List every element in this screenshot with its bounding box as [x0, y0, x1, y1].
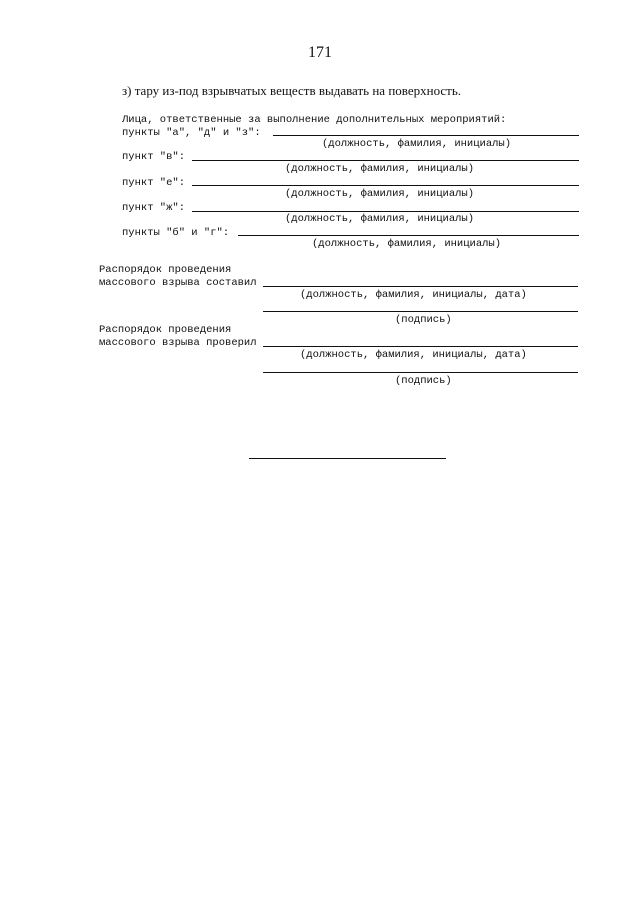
responsible-label-e: пункт "е": [122, 177, 186, 189]
compiled-hint: (должность, фамилия, инициалы, дата) [300, 289, 527, 301]
checked-hint: (должность, фамилия, инициалы, дата) [300, 349, 527, 361]
responsible-label-b-g: пункты "б" и "г": [122, 227, 230, 239]
compiled-line [263, 286, 578, 287]
item-z-text: з) тару из-под взрывчатых веществ выдавать на поверхность. [122, 83, 462, 98]
checked-label-line2: массового взрыва проверил [99, 337, 257, 349]
responsible-hint-a-d-z: (должность, фамилия, инициалы) [322, 138, 512, 150]
responsible-heading: Лица, ответственные за выполнение дополнительных мероприятий: [122, 114, 507, 126]
responsible-hint-e: (должность, фамилия, инициалы) [285, 188, 475, 200]
responsible-hint-v: (должность, фамилия, инициалы) [285, 163, 475, 175]
page-number: 171 [308, 44, 332, 61]
responsible-hint-b-g: (должность, фамилия, инициалы) [312, 238, 502, 250]
responsible-label-v: пункт "в": [122, 151, 186, 163]
closing-rule [249, 458, 446, 459]
compiled-label-line1: Распорядок проведения [99, 264, 232, 276]
compiled-label-line2: массового взрыва составил [99, 277, 257, 289]
responsible-line-b-g [238, 235, 579, 236]
checked-signature-line [263, 372, 578, 373]
responsible-line-v [192, 160, 579, 161]
compiled-signature-line [263, 311, 578, 312]
responsible-hint-zh: (должность, фамилия, инициалы) [285, 213, 475, 225]
checked-signature-hint: (подпись) [395, 375, 452, 387]
responsible-line-a-d-z [273, 135, 579, 136]
responsible-line-e [192, 185, 579, 186]
checked-label-line1: Распорядок проведения [99, 324, 232, 336]
compiled-signature-hint: (подпись) [395, 314, 452, 326]
responsible-line-zh [192, 211, 579, 212]
responsible-label-a-d-z: пункты "а", "д" и "з": [122, 127, 261, 139]
responsible-label-zh: пункт "ж": [122, 202, 186, 214]
checked-line [263, 346, 578, 347]
